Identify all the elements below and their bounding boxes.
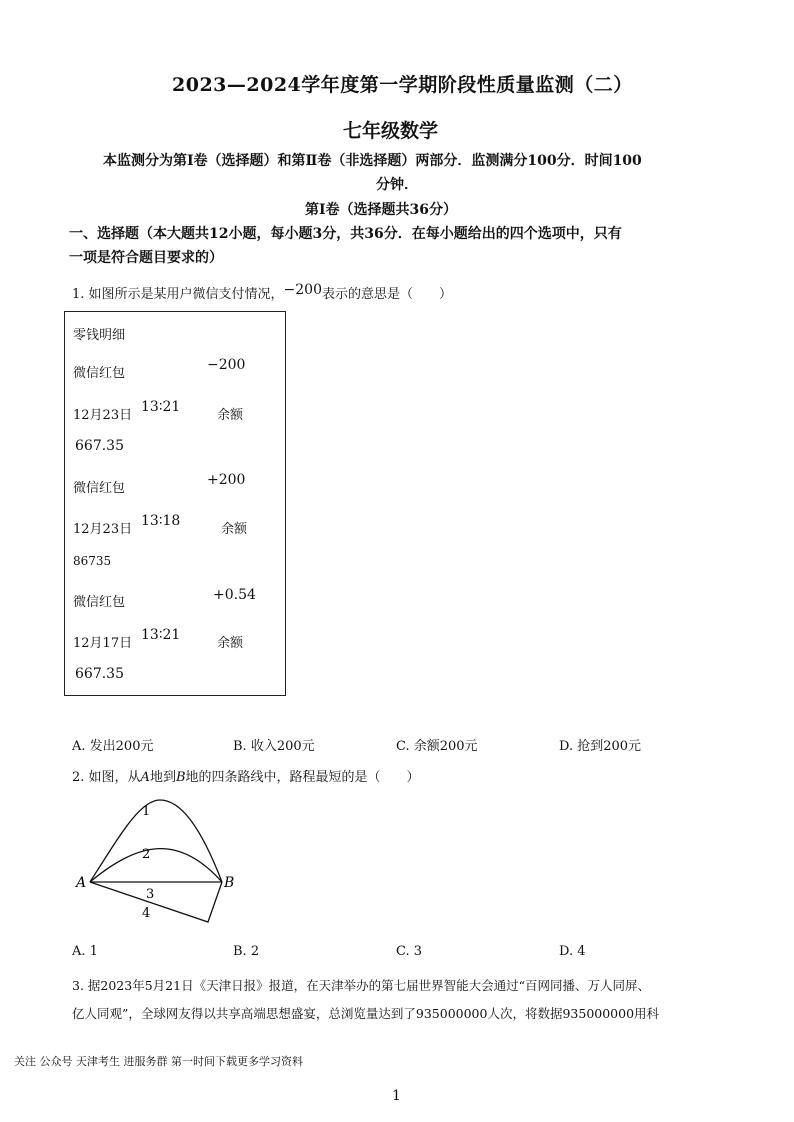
entry-1-time: 13∶21 <box>141 399 181 415</box>
question-2-option-a[interactable]: A. 1 <box>72 944 98 959</box>
entry-1-amount: −200 <box>207 357 246 373</box>
route-1-label: 1 <box>142 804 151 819</box>
route-diagram <box>60 795 250 925</box>
exam-title: 2023—2024学年度第一学期阶段性质量监测（二） <box>172 74 633 96</box>
question-2-stem-suffix: 地的四条路线中，路程最短的是（ ） <box>185 770 420 785</box>
entry-2-balance: 86735 <box>73 554 112 568</box>
page-number: 1 <box>392 1088 401 1104</box>
entry-2-date: 12月23日 <box>73 522 133 537</box>
entry-2-time: 13∶18 <box>141 513 181 529</box>
route-2-label: 2 <box>142 847 151 862</box>
wallet-heading: 零钱明细 <box>73 328 126 343</box>
question-2-option-b[interactable]: B. 2 <box>233 944 260 959</box>
section-heading-line-2: 一项是符合题目要求的） <box>69 250 223 266</box>
question-2-stem <box>72 766 420 785</box>
route-4-label: 4 <box>142 906 151 921</box>
route-4-path <box>90 882 222 922</box>
entry-3-date: 12月17日 <box>73 636 133 651</box>
route-2-path <box>90 849 222 882</box>
question-1-stem-suffix: 表示的意思是（ ） <box>322 287 453 302</box>
entry-1-name: 微信红包 <box>73 366 126 381</box>
question-1-stem-value: −200 <box>283 282 322 298</box>
question-3-line-2: 亿人同观”，全球网友得以共享高端思想盛宴，总浏览量达到了935000000人次，将数据935000000用科 <box>72 1006 660 1021</box>
point-b-label: B <box>224 875 235 891</box>
intro-line-1: 本监测分为第Ⅰ卷（选择题）和第Ⅱ卷（非选择题）两部分．监测满分100分．时间100 <box>103 153 642 169</box>
entry-3-balance-label: 余额 <box>217 636 244 651</box>
question-1-option-d[interactable]: D. 抢到200元 <box>559 739 642 754</box>
question-1-option-c[interactable]: C. 余额200元 <box>396 739 478 754</box>
subject-title: 七年级数学 <box>343 120 439 142</box>
question-1-stem <box>72 283 452 302</box>
entry-3-name: 微信红包 <box>73 595 126 610</box>
entry-1-balance: 667.35 <box>75 438 124 454</box>
question-1-option-a[interactable]: A. 发出200元 <box>72 739 154 754</box>
question-2-var-b: B <box>175 770 186 785</box>
question-1-stem-prefix: 1. 如图所示是某用户微信支付情况， <box>72 287 284 302</box>
route-1-path <box>90 800 222 882</box>
entry-3-time: 13∶21 <box>141 627 181 643</box>
section-heading-line-1: 一、选择题（本大题共12小题，每小题3分，共36分．在每小题给出的四个选项中，只有 <box>69 226 622 242</box>
question-2-option-d[interactable]: D. 4 <box>559 944 586 959</box>
entry-1-balance-label: 余额 <box>217 408 244 423</box>
wallet-detail-box <box>64 311 286 696</box>
entry-2-amount: +200 <box>207 472 246 488</box>
entry-2-name: 微信红包 <box>73 481 126 496</box>
route-3-label: 3 <box>146 887 155 902</box>
question-2-stem-prefix: 2. 如图，从 <box>72 770 141 785</box>
question-2-option-c[interactable]: C. 3 <box>396 944 423 959</box>
entry-3-balance: 667.35 <box>75 666 124 682</box>
entry-1-date: 12月23日 <box>73 408 133 423</box>
intro-line-2: 分钟． <box>376 177 418 193</box>
question-3-line-1: 3. 据2023年5月21日《天津日报》报道，在天津举办的第七届世界智能大会通过“百网同播、万人同屏、 <box>72 978 650 993</box>
question-2-stem-mid: 地到 <box>149 770 176 785</box>
question-2-var-a: A <box>140 770 150 785</box>
entry-3-amount: +0.54 <box>213 587 256 603</box>
entry-2-balance-label: 余额 <box>221 522 248 537</box>
footer-note: 关注 公众号 天津考生 进服务群 第一时间下载更多学习资料 <box>14 1055 303 1068</box>
point-a-label: A <box>76 875 87 891</box>
question-1-option-b[interactable]: B. 收入200元 <box>233 739 315 754</box>
part-title: 第Ⅰ卷（选择题共36分） <box>305 202 458 218</box>
